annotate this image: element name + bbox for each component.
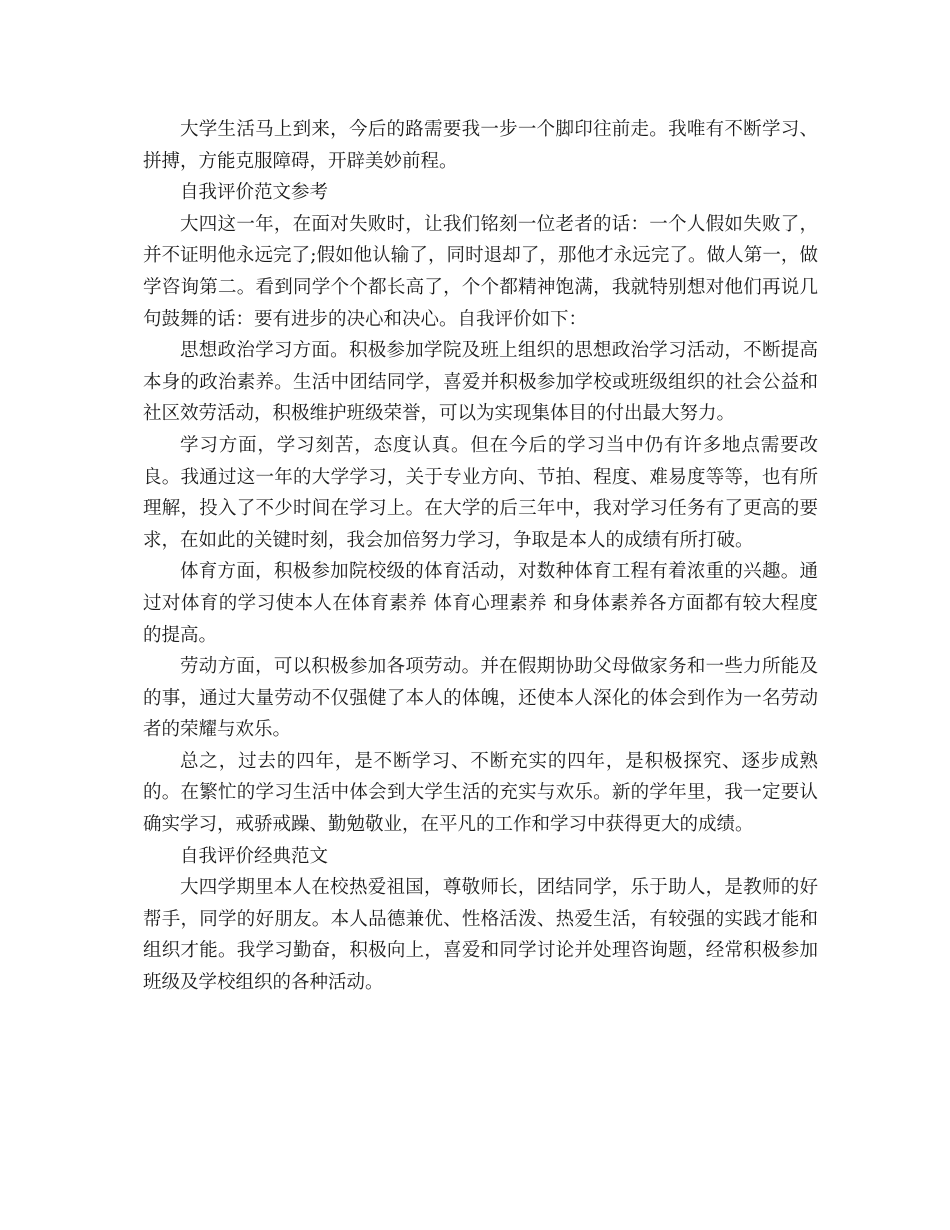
- document-body: [143, 114, 818, 999]
- paragraph-summary: 总之，过去的四年，是不断学习、不断充实的四年，是积极探究、逐步成熟的。在繁忙的学习生活中体会到大学生活的充实与欢乐。新的学年里，我一定要认确实学习，戒骄戒躁、勤勉敬业，在平凡的工作和学习中获得更大的成绩。: [143, 750, 818, 836]
- paragraph-study: 学习方面，学习刻苦，态度认真。但在今后的学习当中仍有许多地点需要改良。我通过这一年的大学学习，关于专业方向、节拍、程度、难易度等等，也有所理解，投入了不少时间在学习上。在大学的后三年中，我对学习任务有了更高的要求，在如此的关键时刻，我会加倍努力学习，争取是本人的成绩有所打破。: [143, 434, 818, 551]
- section-heading-classic: 自我评价经典范文: [180, 845, 329, 867]
- paragraph-political-study: 思想政治学习方面。积极参加学院及班上组织的思想政治学习活动，不断提高本身的政治素养。生活中团结同学，喜爱并积极参加学校或班级组织的社会公益和社区效劳活动，积极维护班级荣誉，可以为实现集体目的付出最大努力。: [143, 340, 818, 425]
- paragraph-college-life: 大学生活马上到来，今后的路需要我一步一个脚印往前走。我唯有不断学习、拼搏，方能克服障碍，开辟美妙前程。: [143, 119, 818, 172]
- paragraph-sports: 体育方面，积极参加院校级的体育活动，对数种体育工程有着浓重的兴趣。通过对体育的学习使本人在体育素养 体育心理素养 和身体素养各方面都有较大程度的提高。: [143, 561, 818, 646]
- paragraph-labor: 劳动方面，可以积极参加各项劳动。并在假期协助父母做家务和一些力所能及的事，通过大量劳动不仅强健了本人的体魄，还使本人深化的体会到作为一名劳动者的荣耀与欢乐。: [143, 656, 818, 741]
- paragraph-senior-year: 大四这一年，在面对失败时，让我们铭刻一位老者的话：一个人假如失败了，并不证明他永远完了;假如他认输了，同时退却了，那他才永远完了。做人第一，做学咨询第二。看到同学个个都长高了，个个都精神饱满，我就特别想对他们再说几句鼓舞的话：要有进步的决心和决心。自我评价如下：: [143, 213, 818, 330]
- section-heading-reference: 自我评价范文参考: [180, 182, 329, 204]
- paragraph-semester: 大四学期里本人在校热爱祖国，尊敬师长，团结同学，乐于助人，是教师的好帮手，同学的好朋友。本人品德兼优、性格活泼、热爱生活，有较强的实践才能和组织才能。我学习勤奋，积极向上，喜爱和同学讨论并处理咨询题，经常积极参加班级及学校组织的各种活动。: [143, 877, 818, 994]
